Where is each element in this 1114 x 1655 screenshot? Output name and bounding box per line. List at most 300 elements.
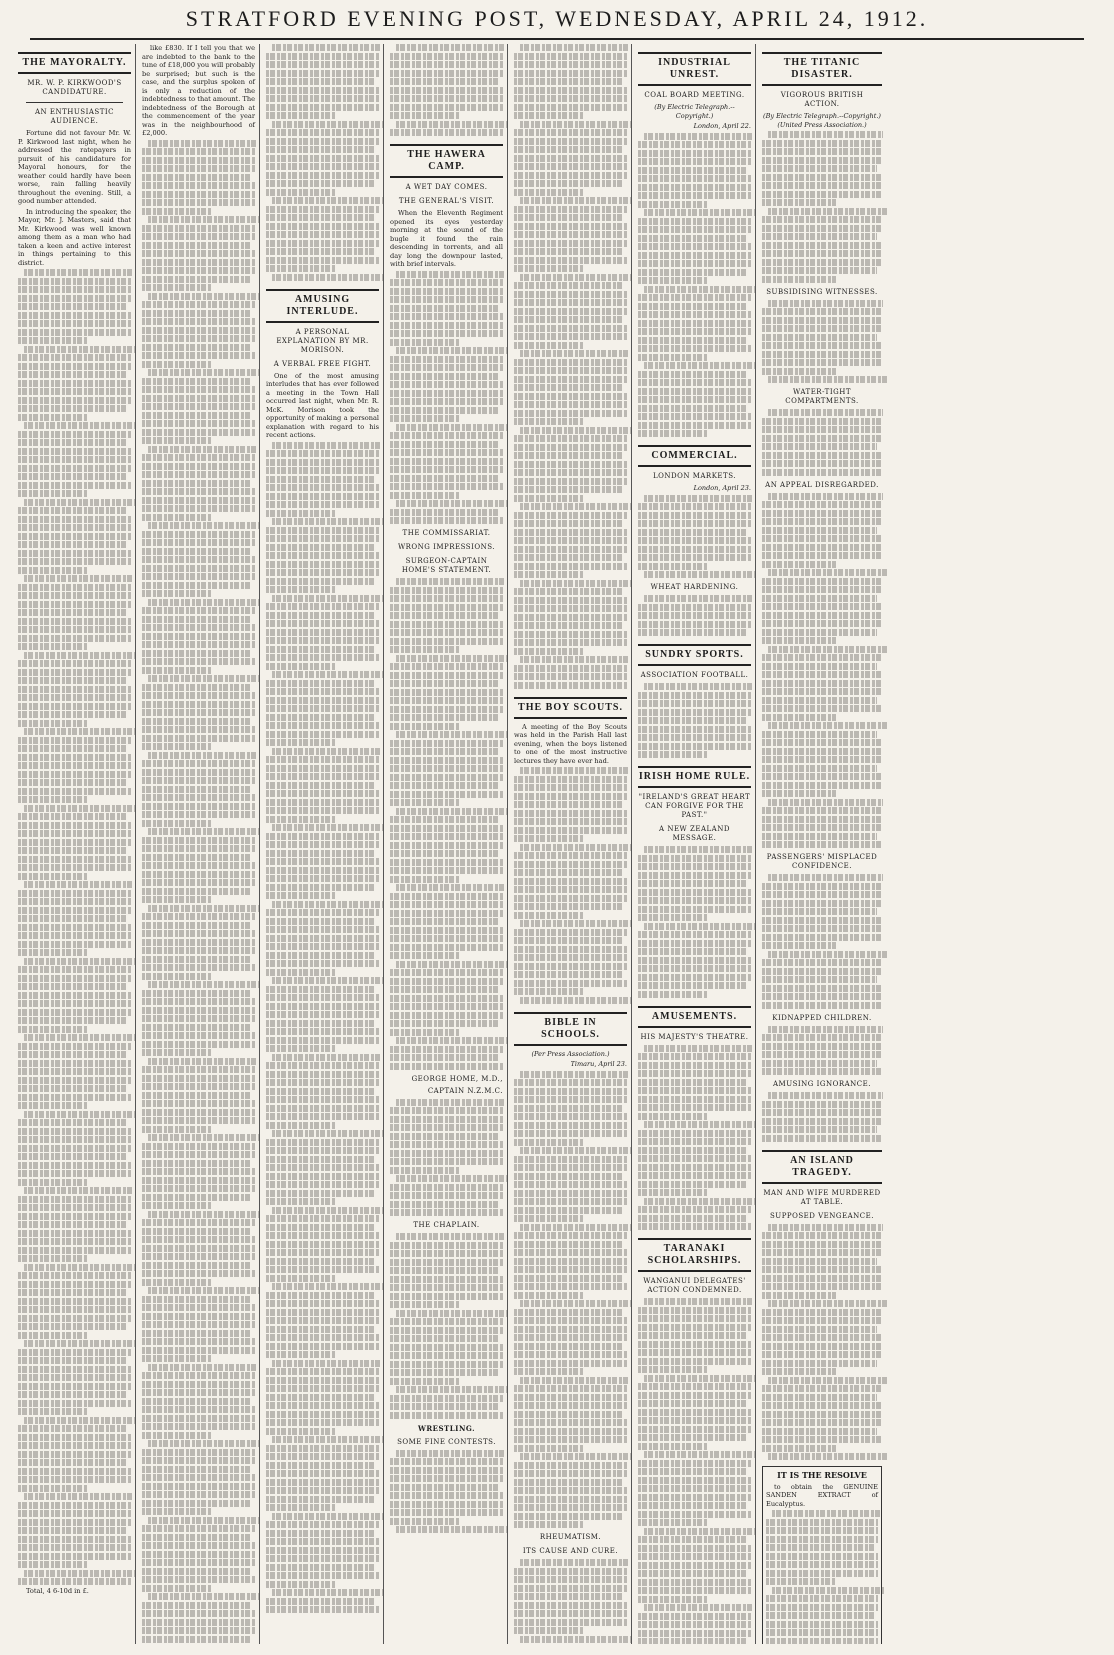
text-line	[18, 771, 131, 778]
text-line	[18, 1391, 126, 1398]
body-text-block	[266, 442, 379, 1614]
text-line	[390, 1361, 503, 1368]
body-text-block	[390, 271, 503, 525]
text-line	[762, 182, 882, 189]
text-line	[142, 1194, 250, 1201]
text-line	[390, 1344, 503, 1351]
text-line	[18, 601, 131, 608]
text-line	[18, 1077, 131, 1084]
text-line	[390, 799, 460, 806]
text-line	[390, 1250, 503, 1257]
text-line	[514, 1122, 627, 1129]
text-line	[514, 1113, 627, 1120]
text-line	[514, 299, 627, 306]
text-line	[18, 779, 126, 786]
text-line	[266, 180, 374, 187]
text-line	[638, 1113, 708, 1120]
text-line	[18, 1400, 131, 1407]
text-line	[638, 167, 746, 174]
text-line	[142, 497, 255, 504]
text-line	[638, 1189, 708, 1196]
text-line	[762, 1411, 882, 1418]
text-line	[514, 189, 584, 196]
text-line	[390, 969, 503, 976]
text-line	[266, 172, 379, 179]
text-line	[768, 722, 888, 729]
text-line	[18, 295, 131, 302]
text-line	[638, 612, 751, 619]
text-line	[762, 527, 877, 534]
text-line	[762, 765, 877, 772]
text-line	[638, 1519, 708, 1526]
text-line	[390, 952, 460, 959]
text-line	[142, 1202, 212, 1209]
text-line	[266, 688, 379, 695]
text-line	[638, 1596, 708, 1603]
text-line	[24, 422, 136, 429]
text-line	[766, 1578, 835, 1585]
text-line	[762, 883, 882, 890]
text-line	[638, 311, 751, 318]
text-line	[142, 854, 250, 861]
text-line	[514, 1521, 584, 1528]
text-line	[272, 274, 384, 281]
text-line	[514, 138, 627, 145]
text-line	[638, 1341, 751, 1348]
text-line	[638, 1223, 751, 1230]
text-line	[396, 44, 504, 51]
text-line	[18, 660, 131, 667]
text-line	[18, 711, 126, 718]
text-line	[762, 603, 882, 610]
text-line	[514, 1079, 627, 1086]
heading-amusements: AMUSEMENTS.	[638, 1006, 751, 1028]
text-line	[266, 1300, 379, 1307]
text-line	[638, 192, 751, 199]
text-line	[142, 259, 255, 266]
subheading-audience: AN ENTHUSIASTIC AUDIENCE.	[34, 108, 114, 125]
text-line	[514, 1385, 627, 1392]
text-line	[390, 517, 503, 524]
text-line	[266, 1453, 379, 1460]
text-line	[24, 1570, 136, 1577]
text-line	[762, 242, 882, 249]
text-line	[142, 633, 255, 640]
text-line	[762, 891, 882, 898]
text-line	[514, 827, 627, 834]
text-line	[514, 1326, 627, 1333]
text-line	[148, 216, 260, 223]
text-line	[18, 1485, 88, 1492]
text-line	[638, 1553, 751, 1560]
text-line	[18, 907, 131, 914]
text-line	[266, 1385, 379, 1392]
text-line	[142, 590, 212, 597]
text-line	[514, 1173, 622, 1180]
text-line	[148, 1593, 260, 1600]
text-line	[266, 163, 379, 170]
text-line	[142, 284, 212, 291]
text-line	[514, 878, 627, 885]
text-line	[266, 552, 379, 559]
text-line	[638, 872, 751, 879]
text-line	[762, 841, 882, 848]
text-line	[390, 398, 503, 405]
text-line	[390, 390, 503, 397]
text-line	[638, 734, 751, 741]
dateline: Timaru, April 23.	[570, 1060, 627, 1068]
text-line	[390, 458, 503, 465]
text-line	[266, 816, 336, 823]
text-line	[266, 875, 379, 882]
text-line	[762, 250, 882, 257]
subheading-nz-message: A NEW ZEALAND MESSAGE.	[659, 825, 730, 842]
body-text-block	[390, 1099, 503, 1217]
text-line	[520, 1300, 632, 1307]
text-line	[142, 556, 255, 563]
text-line	[766, 1604, 878, 1611]
subheading-wheat: WHEAT HARDENING.	[650, 583, 739, 591]
body-text-block	[638, 683, 751, 758]
text-line	[266, 1479, 379, 1486]
text-line	[396, 1175, 508, 1182]
text-line	[390, 1063, 503, 1070]
text-line	[768, 208, 888, 215]
text-line	[762, 748, 882, 755]
text-line	[390, 70, 503, 77]
subheading-appeal-disregarded: AN APPEAL DISREGARDED.	[765, 480, 879, 489]
text-line	[142, 888, 250, 895]
text-line	[142, 684, 250, 691]
text-line	[18, 703, 131, 710]
text-line	[266, 1096, 379, 1103]
text-line	[762, 1109, 882, 1116]
text-line	[768, 646, 888, 653]
text-line	[266, 1411, 379, 1418]
paragraph: One of the most amusing interludes that has ever followed a meeting in the Town Hall occurred last night, when Mr. R. McK. Morison took the opportunity of making a personal explanation with regard to his recent actions.	[266, 371, 379, 439]
text-line	[766, 1519, 878, 1526]
text-line	[638, 1315, 751, 1322]
text-line	[18, 1230, 131, 1237]
text-line	[520, 44, 628, 51]
text-line	[638, 1502, 746, 1509]
text-line	[142, 250, 255, 257]
text-line	[18, 686, 131, 693]
text-line	[520, 197, 632, 204]
text-line	[142, 1109, 255, 1116]
text-line	[644, 1121, 756, 1128]
text-line	[148, 981, 260, 988]
text-line	[514, 129, 627, 136]
text-line	[514, 1619, 627, 1626]
text-line	[18, 1357, 126, 1364]
text-line	[142, 709, 255, 716]
text-line	[514, 648, 584, 655]
text-line	[638, 1630, 751, 1637]
text-line	[142, 505, 255, 512]
text-line	[520, 997, 632, 1004]
text-line	[18, 1204, 131, 1211]
text-line	[266, 1309, 379, 1316]
text-line	[142, 1304, 255, 1311]
text-line	[762, 993, 882, 1000]
text-line	[266, 790, 379, 797]
text-line	[520, 503, 632, 510]
text-line	[18, 669, 131, 676]
text-line	[148, 369, 260, 376]
text-line	[266, 138, 379, 145]
text-line	[142, 956, 250, 963]
text-line	[762, 985, 882, 992]
text-line	[514, 325, 627, 332]
text-line	[644, 1198, 756, 1205]
text-line	[142, 1491, 255, 1498]
text-line	[514, 971, 622, 978]
text-line	[638, 692, 751, 699]
text-line	[142, 157, 255, 164]
body-text-block	[762, 1092, 882, 1142]
text-line	[266, 1368, 379, 1375]
heading-sundry-sports: SUNDRY SPORTS.	[638, 644, 751, 666]
text-line	[638, 430, 708, 437]
subheading-verbal-fight: A VERBAL FREE FIGHT.	[273, 359, 372, 368]
text-line	[514, 401, 627, 408]
text-line	[390, 1352, 503, 1359]
text-line	[390, 1484, 498, 1491]
text-line	[514, 146, 622, 153]
text-line	[142, 1602, 250, 1609]
text-line	[638, 303, 746, 310]
text-line	[390, 61, 503, 68]
text-line	[266, 1045, 336, 1052]
text-line	[18, 1281, 131, 1288]
text-line	[142, 318, 255, 325]
heading-island-tragedy: AN ISLAND TRAGEDY.	[762, 1150, 882, 1184]
text-line	[272, 442, 380, 449]
text-line	[18, 1085, 126, 1092]
text-line	[390, 638, 503, 645]
text-line	[18, 380, 131, 387]
text-line	[266, 1275, 336, 1282]
text-line	[514, 1568, 627, 1575]
text-line	[272, 121, 384, 128]
masthead-rule	[30, 38, 1084, 40]
text-line	[272, 671, 384, 678]
text-line	[266, 1258, 374, 1265]
subheading-kidnapped: KIDNAPPED CHILDREN.	[772, 1013, 872, 1022]
divider	[26, 102, 123, 103]
text-line	[142, 1168, 255, 1175]
text-line	[762, 917, 882, 924]
text-line	[520, 1224, 632, 1231]
text-line	[390, 816, 498, 823]
text-line	[762, 225, 882, 232]
text-line	[638, 880, 746, 887]
text-line	[638, 379, 751, 386]
text-line	[18, 745, 126, 752]
text-line	[390, 415, 460, 422]
text-line	[18, 1043, 131, 1050]
heading-mayoralty: THE MAYORALTY.	[18, 52, 131, 74]
text-line	[762, 1241, 882, 1248]
text-line	[638, 277, 708, 284]
text-line	[18, 1408, 88, 1415]
text-line	[638, 1104, 751, 1111]
text-line	[390, 901, 503, 908]
text-line	[148, 1287, 260, 1294]
text-line	[142, 973, 212, 980]
text-line	[18, 890, 131, 897]
text-line	[142, 616, 250, 623]
text-line	[266, 112, 336, 119]
text-line	[142, 769, 255, 776]
text-line	[142, 1185, 255, 1192]
text-line	[266, 1581, 336, 1588]
text-line	[142, 1483, 255, 1490]
text-line	[142, 344, 250, 351]
text-line	[266, 986, 374, 993]
text-line	[18, 363, 131, 370]
text-line	[390, 663, 503, 670]
text-line	[390, 95, 503, 102]
heading-irish-home-rule: IRISH HOME RULE.	[638, 766, 751, 788]
text-line	[266, 1156, 374, 1163]
text-line	[24, 575, 132, 582]
text-line	[514, 359, 627, 366]
text-line	[762, 1283, 882, 1290]
text-line	[514, 333, 627, 340]
text-line	[762, 976, 877, 983]
text-line	[638, 413, 751, 420]
text-line	[24, 1187, 132, 1194]
text-line	[514, 367, 627, 374]
text-line	[390, 1335, 498, 1342]
text-line	[390, 322, 503, 329]
text-line	[142, 964, 255, 971]
text-line	[142, 582, 250, 589]
text-line	[390, 782, 498, 789]
text-line	[266, 1266, 379, 1273]
text-line	[644, 571, 756, 578]
text-line	[638, 405, 746, 412]
text-line	[514, 282, 622, 289]
text-line	[18, 1366, 131, 1373]
text-line	[390, 1201, 498, 1208]
text-line	[142, 327, 255, 334]
text-line	[266, 697, 379, 704]
text-line	[18, 1000, 131, 1007]
text-line	[142, 1015, 255, 1022]
text-line	[762, 942, 836, 949]
text-line	[142, 1457, 255, 1464]
text-line	[766, 1621, 878, 1628]
text-line	[142, 539, 255, 546]
text-line	[514, 946, 627, 953]
subheading-misplaced-confidence: PASSENGERS' MISPLACED CONFIDENCE.	[766, 853, 878, 870]
text-line	[514, 1232, 627, 1239]
text-line	[638, 563, 708, 570]
text-line	[266, 884, 374, 891]
text-line	[142, 1636, 250, 1643]
text-line	[18, 507, 126, 514]
text-line	[18, 915, 126, 922]
text-line	[142, 1100, 255, 1107]
text-line	[514, 622, 622, 629]
text-line	[18, 567, 88, 574]
text-line	[142, 276, 250, 283]
text-line	[762, 680, 882, 687]
text-line	[514, 61, 627, 68]
ad-heading: IT IS THE RESOLVE	[777, 1470, 867, 1480]
text-line	[762, 1043, 882, 1050]
text-line	[142, 1321, 255, 1328]
text-line	[390, 1518, 460, 1525]
body-text-block	[638, 1045, 751, 1231]
text-line	[142, 1474, 255, 1481]
text-line	[638, 1579, 751, 1586]
text-line	[762, 1394, 877, 1401]
subheading-coal-board: COAL BOARD MEETING.	[644, 91, 745, 99]
text-line	[762, 418, 882, 425]
text-line	[762, 535, 882, 542]
body-text-block	[390, 44, 503, 136]
text-line	[762, 1002, 882, 1009]
text-line	[396, 121, 508, 128]
text-line	[266, 841, 379, 848]
text-line	[514, 78, 622, 85]
text-line	[18, 1238, 131, 1245]
text-line	[266, 1020, 374, 1027]
text-line	[514, 588, 622, 595]
text-line	[266, 1249, 379, 1256]
text-line	[142, 913, 255, 920]
text-line	[762, 782, 882, 789]
text-line	[142, 463, 255, 470]
text-line	[762, 1436, 882, 1443]
text-line	[266, 586, 336, 593]
text-line	[762, 1385, 882, 1392]
text-line	[514, 1610, 627, 1617]
text-line	[638, 1434, 746, 1441]
text-line	[142, 1389, 255, 1396]
text-line	[638, 337, 746, 344]
text-line	[514, 1602, 627, 1609]
text-line	[762, 140, 882, 147]
text-line	[514, 869, 622, 876]
text-line	[142, 837, 255, 844]
text-line	[762, 1334, 882, 1341]
text-line	[768, 493, 883, 500]
text-line	[18, 541, 126, 548]
text-line	[18, 1170, 131, 1177]
text-line	[148, 522, 260, 529]
text-line	[390, 1054, 498, 1061]
text-line	[266, 1572, 379, 1579]
text-line	[142, 1534, 250, 1541]
text-line	[18, 1272, 131, 1279]
advertisement-sanden	[762, 1466, 882, 1644]
text-line	[514, 1419, 627, 1426]
text-line	[638, 252, 751, 259]
text-line	[768, 1300, 888, 1307]
text-line	[638, 1443, 708, 1450]
body-text-block	[266, 44, 379, 281]
text-line	[514, 291, 627, 298]
text-line	[768, 1026, 883, 1033]
text-line	[638, 1545, 751, 1552]
text-line	[762, 460, 882, 467]
text-line	[768, 951, 888, 958]
